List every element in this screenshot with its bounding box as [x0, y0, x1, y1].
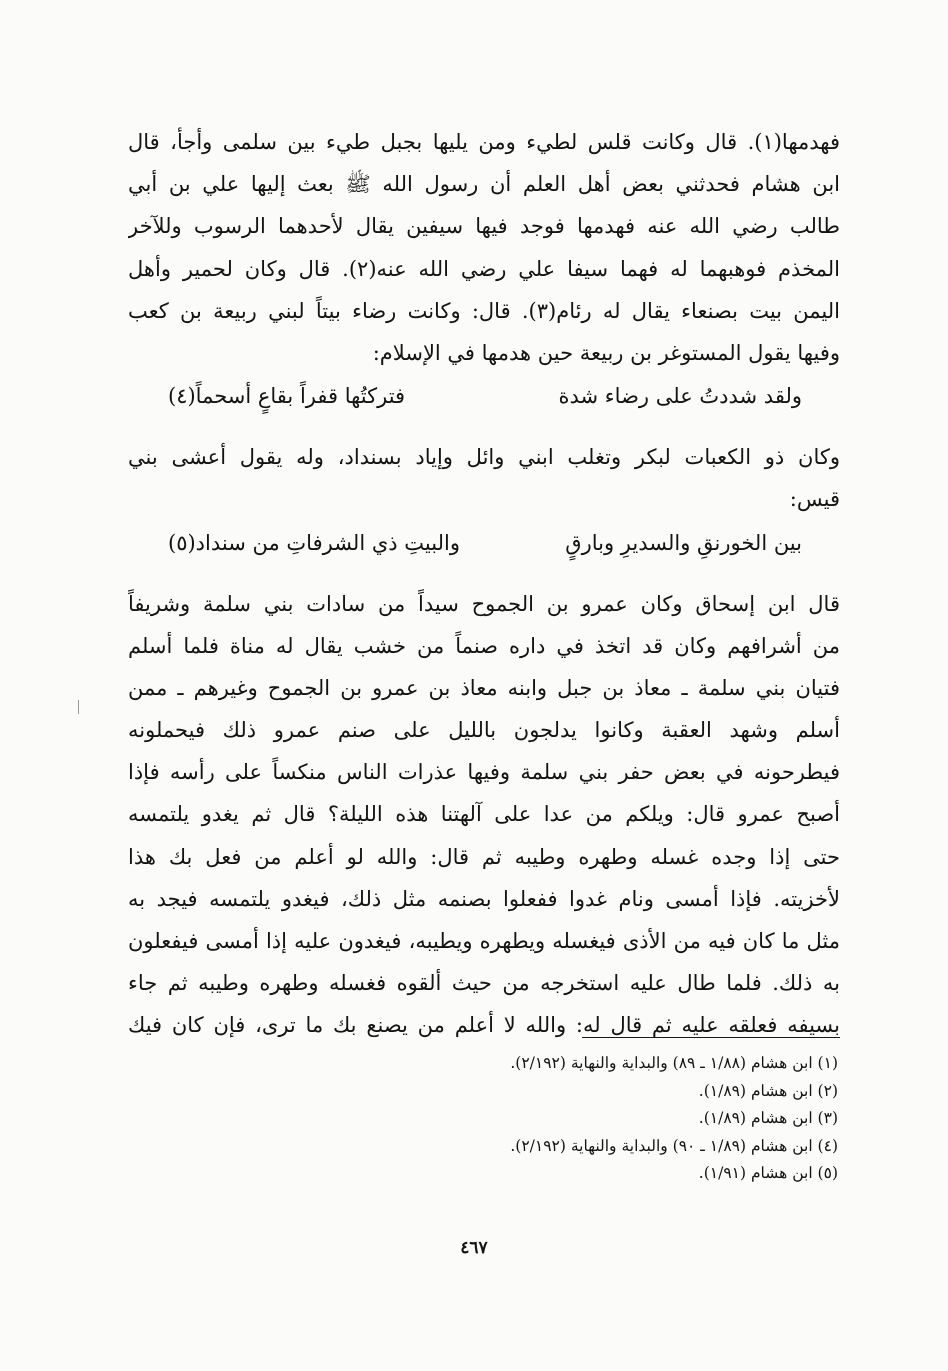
text-line: حتى إذا وجده غسله وطهره وطيبه ثم قال: والله لو أعلم من فعل بك هذا: [128, 844, 840, 869]
margin-mark: [78, 700, 79, 714]
text-line: وفيها يقول المستوغر بن ربيعة حين هدمها في الإسلام:: [372, 340, 840, 365]
text-line: أسلم وشهد العقبة وكانوا يدلجون بالليل على صنم عمرو ذلك فيحملونه: [128, 718, 840, 743]
footnote: (٣) ابن هشام (١/٨٩).: [698, 1109, 838, 1127]
footnotes: [278, 1050, 838, 1188]
verse-second-hemistich: والبيتِ ذي الشرفاتِ من سنداد(٥): [168, 530, 460, 555]
main-text: [128, 121, 840, 1047]
verse-first-hemistich: ولقد شددتُ على رضاء شدة: [558, 384, 802, 409]
text-line: قال ابن إسحاق وكان عمرو بن الجموح سيداً من سادات بني سلمة وشريفاً: [128, 591, 840, 616]
verse-second-hemistich: فتركتُها قفراً بقاعٍ أسحماً(٤): [168, 384, 406, 409]
text-line: من أشرافهم وكان قد اتخذ في داره صنماً من خشب يقال له مناة فلما أسلم: [128, 633, 840, 658]
verse-first-hemistich: بين الخورنقِ والسديرِ وبارقٍ: [565, 530, 802, 555]
text-line: وكان ذو الكعبات لبكر وتغلب ابني وائل وإياد بسنداد، وله يقول أعشى بني: [128, 445, 840, 470]
text-line: مثل ما كان فيه من الأذى فيغسله ويطهره ويطيبه، فيغدون عليه إذا أمسى فيفعلون: [128, 929, 840, 953]
text-line: فهدمها(١). قال وكانت قلس لطيء ومن يليها بجبل طيء بين سلمى وأجأ، قال: [128, 130, 840, 154]
poetry-verse: [128, 521, 840, 565]
text-line: لأخزيته. فإذا أمسى ونام غدوا ففعلوا بصنمه مثل ذلك، فيغدو يلتمسه فيجد به: [128, 886, 840, 911]
text-line: به ذلك. فلما طال عليه استخرجه من حيث ألقوه فغسله وطهره وطيبه ثم جاء: [128, 971, 840, 996]
text-line: بسيفه فعلقه عليه ثم قال له: والله لا أعلم من يصنع بك ما ترى، فإن كان فيك: [128, 1013, 840, 1038]
text-line: المخذم فوهبهما له فهما سيفا علي رضي الله عنه(٢). قال وكان لحمير وأهل: [128, 256, 840, 281]
text-line: طالب رضي الله عنه فهدمها فوجد فيها سيفين يقال لأحدهما الرسوب وللآخر: [128, 214, 840, 239]
text-line: فتيان بني سلمة ـ معاذ بن جبل وابنه معاذ بن عمرو بن الجموح وغيرهم ـ ممن: [128, 675, 840, 700]
footnote: (٢) ابن هشام (١/٨٩).: [698, 1081, 838, 1100]
text-line: قيس:: [789, 487, 840, 512]
footnote: (١) ابن هشام (١/٨٨ ـ ٨٩) والبداية والنهاية (٢/١٩٢).: [510, 1054, 838, 1072]
footnote-separator: [582, 1037, 840, 1038]
poetry-verse: [128, 374, 840, 418]
footnote: (٥) ابن هشام (١/٩١).: [698, 1164, 838, 1182]
text-line: ابن هشام فحدثني بعض أهل العلم أن رسول الله ﷺ بعث إليها علي بن أبي: [128, 172, 840, 197]
text-line: اليمن بيت بصنعاء يقال له رئام(٣). قال: وكانت رضاء بيتاً لبني ربيعة بن كعب: [128, 298, 840, 323]
page-number: ٤٦٧: [460, 1238, 488, 1258]
text-line: فيطرحونه في بعض حفر بني سلمة وفيها عذرات الناس منكساً على رأسه فإذا: [128, 760, 840, 785]
text-line: أصبح عمرو قال: ويلكم من عدا على آلهتنا هذه الليلة؟ قال ثم يغدو يلتمسه: [128, 802, 840, 827]
footnote: (٤) ابن هشام (١/٨٩ ـ ٩٠) والبداية والنهاية (٢/١٩٢).: [510, 1136, 838, 1155]
